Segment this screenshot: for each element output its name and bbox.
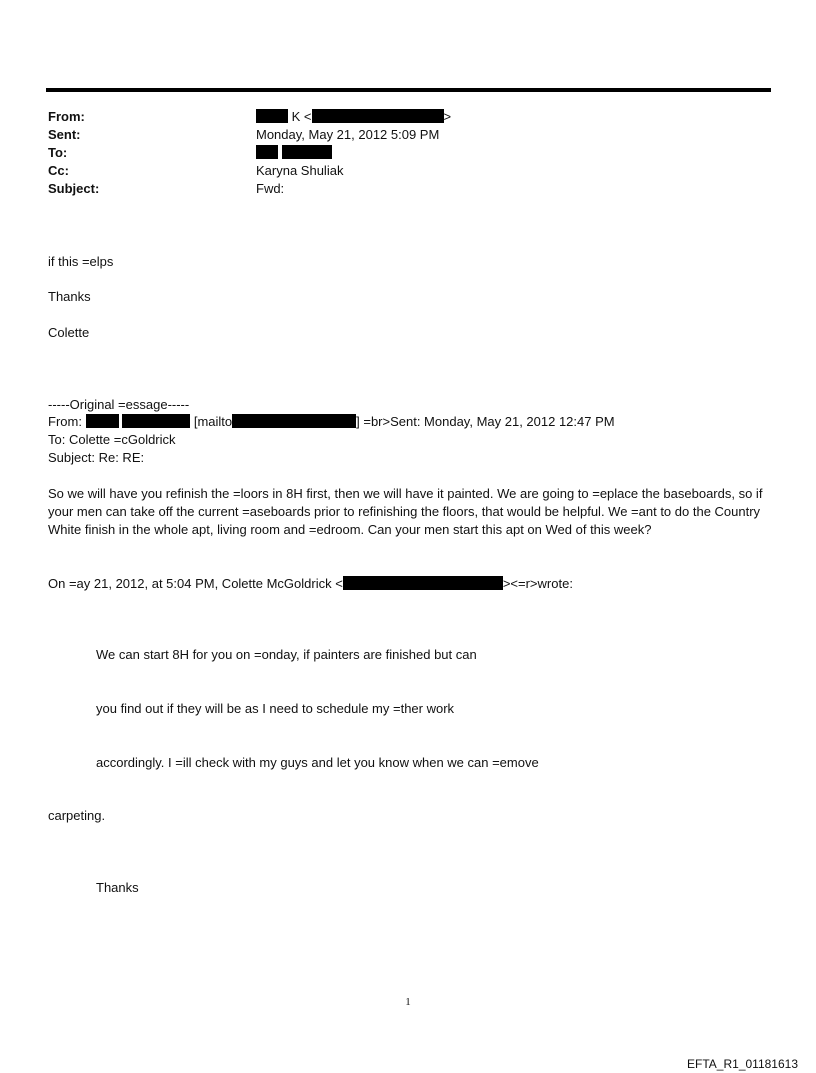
sent-value: Monday, May 21, 2012 5:09 PM [256,127,440,142]
redaction-bar [86,414,119,428]
from-name-initial: K < [291,109,312,124]
signature: Colette [48,325,90,340]
attribution-text: On =ay 21, 2012, at 5:04 PM, Colette McGoldrick < [48,576,343,591]
quoted-line: We can start 8H for you on =onday, if painters are finished but can [96,647,477,662]
cc-label: Cc: [48,163,69,178]
redaction-bar [256,145,278,159]
original-to-line: To: Colette =cGoldrick [48,432,176,447]
redaction-bar [232,414,356,428]
original-message-paragraph: So we will have you refinish the =loors in 8H first, then we will have it painted. We are going to =eplace the baseboards, so if your men can take off the current =aseboards prior to refinishing the floors, that would be helpful. We =ant to do the Country White finish in the whole apt, living room and =edroom. Can your men start this apt on Wed of this week? [48,486,763,537]
quoted-line: carpeting. [48,808,106,823]
body-line: if this =elps [48,254,114,269]
quoted-line: Thanks [96,880,139,895]
redaction-bar [343,576,503,590]
page-number: 1 [405,996,411,1008]
redaction-bar [282,145,332,159]
quoted-attribution-line [48,575,573,593]
document-id: EFTA_R1_01181613 [687,1057,798,1071]
quoted-line: you find out if they will be as I need to schedule my =ther work [96,701,455,716]
quoted-line: accordingly. I =ill check with my guys and let you know when we can =emove [96,755,539,770]
original-sent-text: ] =br>Sent: Monday, May 21, 2012 12:47 PM [356,414,615,429]
body-line: Thanks [48,289,91,304]
mailto-label: [mailto [193,414,233,429]
redaction-bar [122,414,190,428]
cc-value: Karyna Shuliak [256,163,344,178]
attribution-wrote: ><=r>wrote: [502,576,573,591]
original-from-label: From: [48,414,82,429]
sent-label: Sent: [48,127,81,142]
subject-label: Subject: [48,181,100,196]
from-label: From: [48,109,85,124]
original-subject-line: Subject: Re: RE: [48,450,145,465]
original-message-divider: -----Original =essage----- [48,397,190,412]
header-rule [46,88,771,92]
original-from-line [48,413,615,431]
from-bracket-close: > [443,109,452,124]
redaction-bar [312,109,444,123]
to-label: To: [48,145,68,160]
from-value [256,108,451,126]
to-value [256,144,332,162]
redaction-bar [256,109,288,123]
subject-value: Fwd: [256,181,285,196]
